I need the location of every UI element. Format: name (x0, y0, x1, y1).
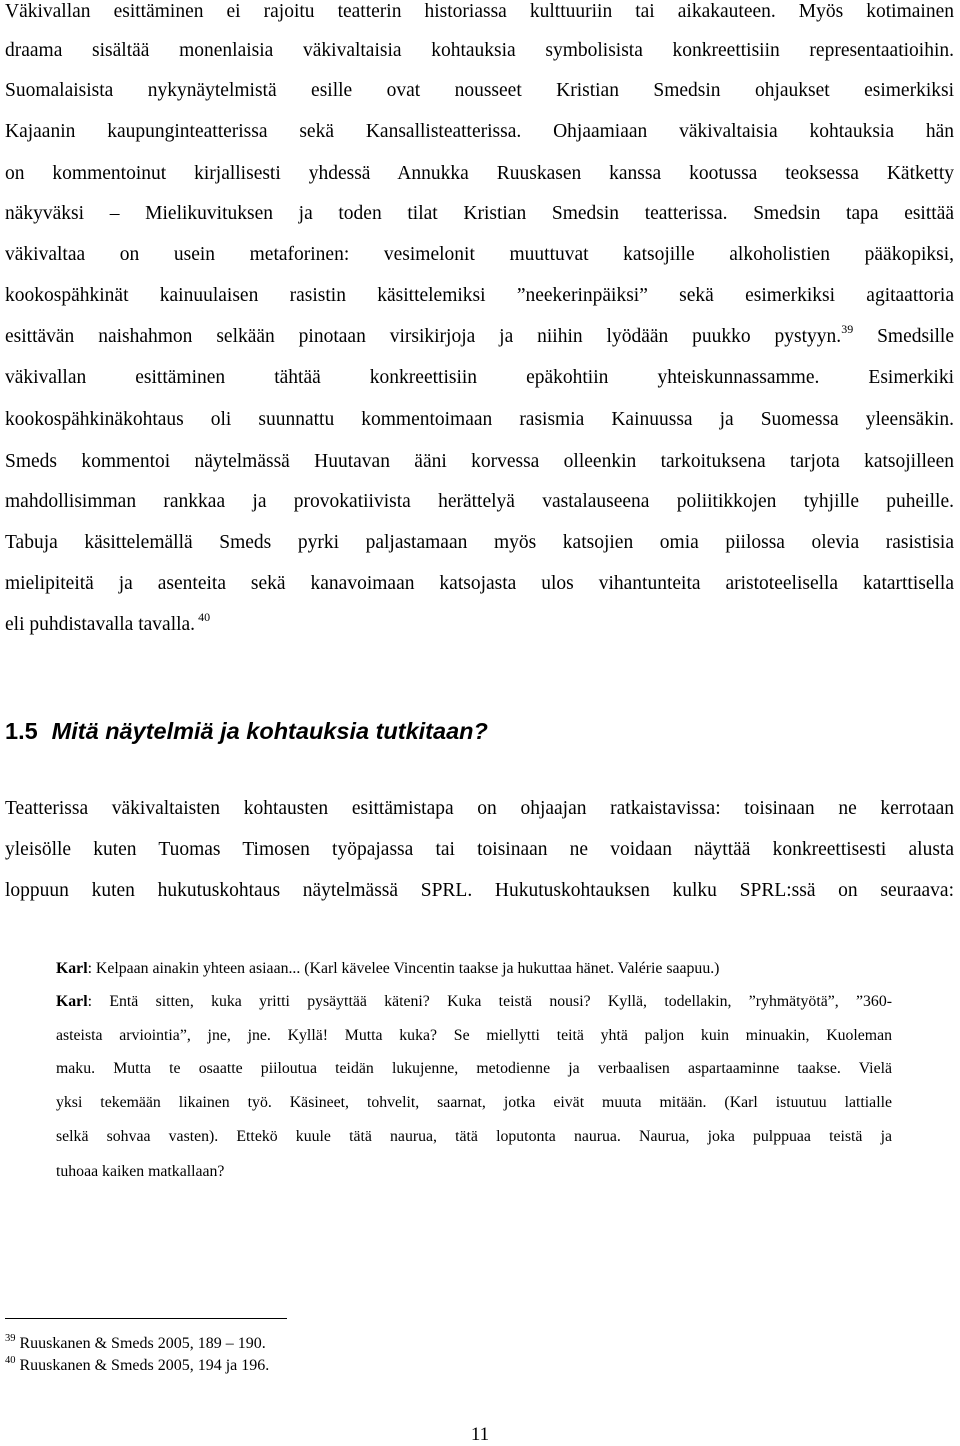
paragraph-line: kookospähkinäkohtaus oli suunnattu kommentoimaan rasismia Kainuussa ja Suomessa yleensäkin. (5, 409, 954, 430)
paragraph-line: yleisölle kuten Tuomas Timosen työpajassa tai toisinaan ne voidaan näyttää konkreettisesti alusta (5, 839, 954, 860)
footnote-ref-39: 39 (841, 322, 854, 336)
footnote-number: 40 (5, 1355, 16, 1366)
footnote-ref-40: 40 (195, 610, 211, 624)
paragraph-line: väkivallan esittäminen tähtää konkreettisiin epäkohtiin yhteiskunnassamme. Esimerkiki (5, 367, 954, 388)
paragraph-line (5, 610, 954, 638)
paragraph-line: Kajaanin kaupunginteatterissa sekä Kansallisteatterissa. Ohjaamiaan väkivaltaisia kohtauksia hän (5, 121, 954, 142)
paragraph-line (5, 322, 954, 350)
paragraph-line: loppuun kuten hukutuskohtaus näytelmässä SPRL. Hukutuskohtauksen kulku SPRL:ssä on seuraava: (5, 880, 954, 901)
paragraph-line: mahdollisimman rankkaa ja provokatiivista herättelyä vastalauseena poliitikkojen tyhjille puheille. (5, 491, 954, 512)
paragraph-line: on kommentoinut kirjallisesti yhdessä Annukka Ruuskasen kanssa kootussa teoksessa Kätketty (5, 163, 954, 184)
footnote-number: 39 (5, 1333, 16, 1344)
quote-line: yksi tekemään likainen työ. Käsineet, tohvelit, saarnat, jotka eivät muuta mitään. (Karl istuutuu lattialle (56, 1094, 892, 1111)
quote-text: : Entä sitten, kuka yritti pysäyttää käteni? Kuka teistä nousi? Kyllä, todellakin, ”ryhmätyötä”, ”360- (87, 993, 892, 1010)
speaker-name: Karl (56, 960, 88, 977)
quote-line: tuhoaa kaiken matkallaan? (56, 1163, 225, 1180)
line-text: eli puhdistavalla tavalla. (5, 614, 196, 635)
paragraph-line: näkyväksi – Mielikuvituksen ja toden tilat Kristian Smedsin teatterissa. Smedsin tapa esittää (5, 203, 954, 224)
paragraph-line: draama sisältää monenlaisia väkivaltaisia kohtauksia symbolisista konkreettisiin representaatioihin. (5, 40, 954, 61)
paragraph-line: Tabuja käsittelemällä Smeds pyrki paljastamaan myös katsojien omia piilossa olevia rasistisia (5, 532, 954, 553)
paragraph-line: mielipiteitä ja asenteita sekä kanavoimaan katsojasta ulos vihantunteita aristoteelisella katarttisella (5, 573, 954, 594)
quote-text: : Kelpaan ainakin yhteen asiaan... (Karl kävelee Vincentin taakse ja hukuttaa hänet. Valérie saapuu.) (87, 960, 720, 977)
quote-line (56, 992, 892, 1012)
paragraph-line: Smeds kommentoi näytelmässä Huutavan ääni korvessa olleenkin tarkoituksena tarjota katsojilleen (5, 451, 954, 472)
paragraph-line: Teatterissa väkivaltaisten kohtausten esittämistapa on ohjaajan ratkaistavissa: toisinaan ne kerrotaan (5, 798, 954, 819)
footnote-40 (5, 1356, 269, 1378)
footnote-39 (5, 1334, 266, 1356)
paragraph-line: Suomalaisista nykynäytelmistä esille ovat nousseet Kristian Smedsin ohjaukset esimerkiksi (5, 80, 954, 101)
footnote-text: Ruuskanen & Smeds 2005, 189 – 190. (15, 1335, 266, 1352)
quote-line (56, 959, 892, 979)
line-text: Smedsille (853, 326, 954, 347)
paragraph-line: väkivaltaa on usein metaforinen: vesimelonit muuttuvat katsojille alkoholistien pääkopiksi, (5, 244, 954, 265)
paragraph-line: kookospähkinät kainuulaisen rasistin käsittelemiksi ”neekerinpäiksi” sekä esimerkiksi agitaattoria (5, 285, 954, 306)
speaker-name: Karl (56, 993, 88, 1010)
quote-line: asteista arviointia”, jne, jne. Kyllä! Mutta kuka? Se miellytti teitä yhtä paljon kuin minuakin, Kuoleman (56, 1027, 892, 1044)
footnote-text: Ruuskanen & Smeds 2005, 194 ja 196. (15, 1357, 270, 1374)
page-number: 11 (470, 1424, 490, 1445)
quote-line: selkä sohvaa vasten). Ettekö kuule tätä naurua, tätä loputonta naurua. Naurua, joka pulppuaa teistä ja (56, 1128, 892, 1145)
paragraph-line: Väkivallan esittäminen ei rajoitu teatterin historiassa kulttuuriin tai aikakauteen. Myös kotimainen (5, 1, 954, 22)
footnote-separator (5, 1318, 287, 1319)
section-number: 1.5 (5, 718, 38, 744)
quote-line: maku. Mutta te osaatte piiloutua teidän lukujenne, metodienne ja verbaalisen aspartaaminne taakse. Vielä (56, 1060, 892, 1077)
section-title: Mitä näytelmiä ja kohtauksia tutkitaan? (51, 718, 488, 744)
section-heading (5, 716, 488, 746)
line-text: esittävän naishahmon selkään pinotaan virsikirjoja ja niihin lyödään puukko pystyyn. (5, 326, 842, 347)
